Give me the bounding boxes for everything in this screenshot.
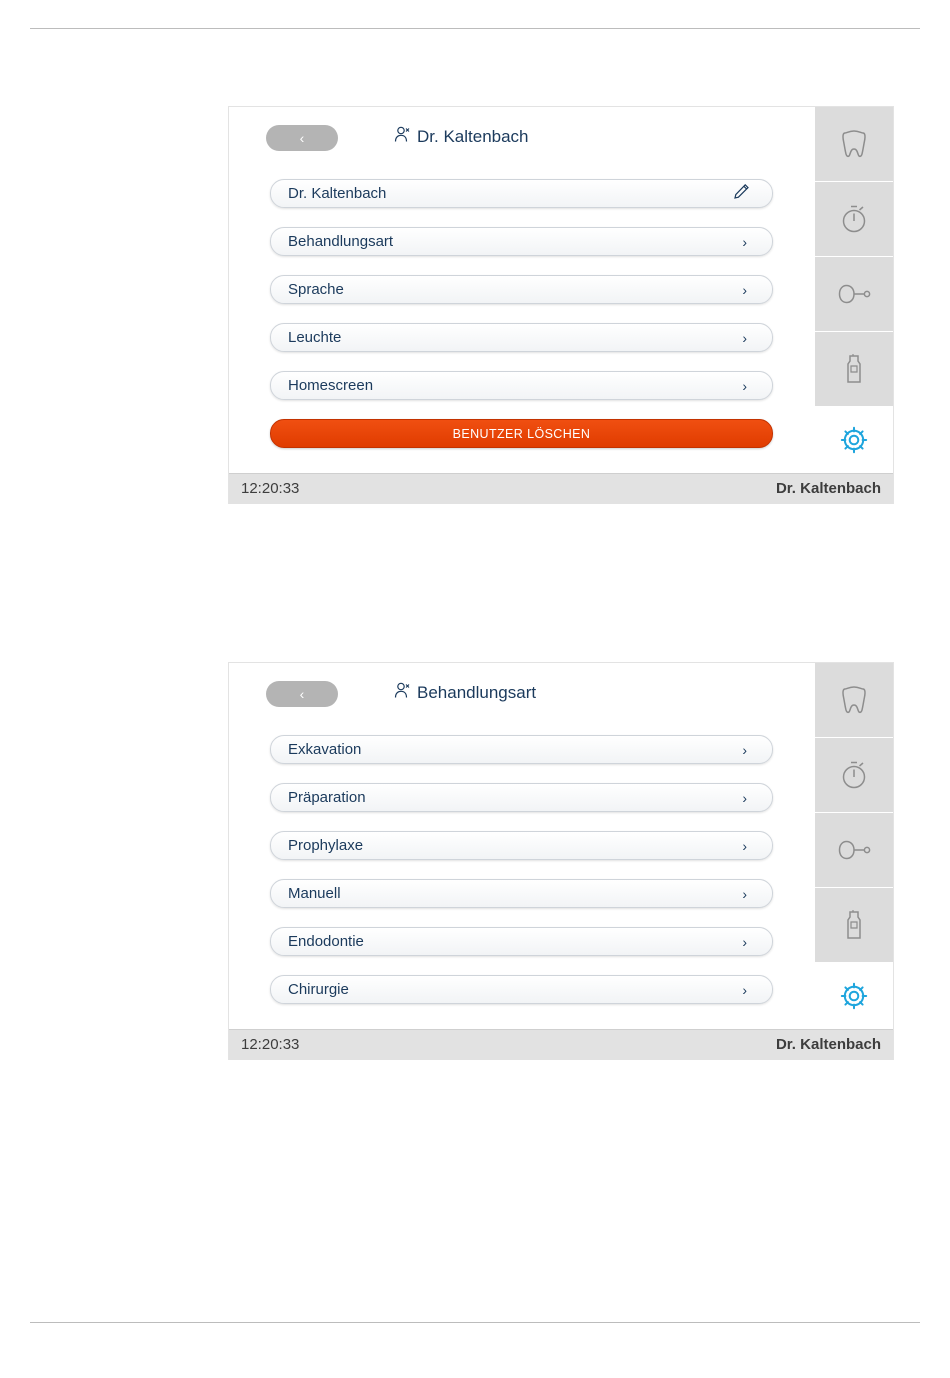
- timer-icon: [840, 204, 868, 234]
- chevron-right-icon: ›: [742, 885, 747, 902]
- user-icon: [394, 682, 410, 704]
- tool-rail: [815, 107, 893, 473]
- list-item-label: Exkavation: [288, 741, 362, 758]
- page-title: [394, 682, 536, 704]
- screen-header: [229, 663, 815, 733]
- delete-user-button[interactable]: [270, 419, 773, 448]
- rail-button-spray[interactable]: [815, 888, 893, 963]
- chevron-right-icon: ›: [742, 933, 747, 950]
- page-top-rule: [30, 28, 920, 29]
- chevron-right-icon: ›: [742, 377, 747, 394]
- list-item-label: Manuell: [288, 885, 341, 902]
- settings-list: [270, 179, 773, 467]
- chevron-right-icon: ›: [742, 981, 747, 998]
- list-item-endodontie[interactable]: [270, 927, 773, 956]
- chevron-right-icon: ›: [742, 329, 747, 346]
- tooth-icon: [841, 128, 867, 160]
- delete-user-label: BENUTZER LÖSCHEN: [452, 426, 591, 441]
- device-screenshot-treatment-type: [229, 663, 893, 1059]
- back-button[interactable]: ‹: [266, 681, 338, 707]
- rail-button-settings[interactable]: [815, 963, 893, 1029]
- endo-loop-icon: [837, 283, 871, 305]
- gear-icon: [840, 982, 868, 1015]
- rail-button-settings[interactable]: [815, 407, 893, 473]
- chevron-right-icon: ›: [742, 789, 747, 806]
- list-item-behandlungsart[interactable]: [270, 227, 773, 256]
- list-item-label: Chirurgie: [288, 981, 349, 998]
- status-time: 12:20:33: [241, 480, 300, 497]
- list-item-label: Prophylaxe: [288, 837, 364, 854]
- chevron-right-icon: ›: [742, 837, 747, 854]
- list-item-exkavation[interactable]: [270, 735, 773, 764]
- status-user: Dr. Kaltenbach: [775, 480, 881, 497]
- screen-header: [229, 107, 815, 177]
- rail-button-timer[interactable]: [815, 738, 893, 813]
- back-button[interactable]: ‹: [266, 125, 338, 151]
- list-item-leuchte[interactable]: [270, 323, 773, 352]
- spray-bottle-icon: [843, 909, 865, 941]
- list-item-praeparation[interactable]: [270, 783, 773, 812]
- page-title-text: Dr. Kaltenbach: [417, 127, 529, 146]
- screen-treatment-type: [229, 663, 893, 1029]
- status-user: Dr. Kaltenbach: [775, 1036, 881, 1053]
- tooth-icon: [841, 684, 867, 716]
- endo-loop-icon: [837, 839, 871, 861]
- chevron-right-icon: ›: [742, 741, 747, 758]
- tool-rail: [815, 663, 893, 1029]
- status-bar: [229, 473, 893, 504]
- page-title-text: Behandlungsart: [417, 683, 537, 702]
- status-time: 12:20:33: [241, 1036, 300, 1053]
- device-screenshot-user-settings: [229, 107, 893, 503]
- list-item-label: Präparation: [288, 789, 366, 806]
- rail-button-tooth[interactable]: [815, 107, 893, 182]
- list-item-chirurgie[interactable]: [270, 975, 773, 1004]
- rail-button-endo[interactable]: [815, 813, 893, 888]
- list-item-label: Dr. Kaltenbach: [288, 185, 387, 202]
- gear-icon: [840, 426, 868, 459]
- list-item-label: Homescreen: [288, 377, 374, 394]
- chevron-right-icon: ›: [742, 281, 747, 298]
- list-item-manuell[interactable]: [270, 879, 773, 908]
- rail-button-endo[interactable]: [815, 257, 893, 332]
- page-bottom-rule: [30, 1322, 920, 1323]
- list-item-sprache[interactable]: [270, 275, 773, 304]
- list-item-label: Endodontie: [288, 933, 364, 950]
- treatment-list: [270, 735, 773, 1023]
- list-item-user-name[interactable]: [270, 179, 773, 208]
- spray-bottle-icon: [843, 353, 865, 385]
- timer-icon: [840, 760, 868, 790]
- pencil-icon[interactable]: [733, 183, 750, 205]
- list-item-label: Sprache: [288, 281, 344, 298]
- list-item-homescreen[interactable]: [270, 371, 773, 400]
- user-icon: [394, 126, 410, 148]
- rail-button-spray[interactable]: [815, 332, 893, 407]
- list-item-label: Behandlungsart: [288, 233, 394, 250]
- rail-button-timer[interactable]: [815, 182, 893, 257]
- list-item-label: Leuchte: [288, 329, 342, 346]
- screen-user-settings: [229, 107, 893, 473]
- rail-button-tooth[interactable]: [815, 663, 893, 738]
- status-bar: [229, 1029, 893, 1060]
- list-item-prophylaxe[interactable]: [270, 831, 773, 860]
- chevron-right-icon: ›: [742, 233, 747, 250]
- page-title: [394, 126, 529, 148]
